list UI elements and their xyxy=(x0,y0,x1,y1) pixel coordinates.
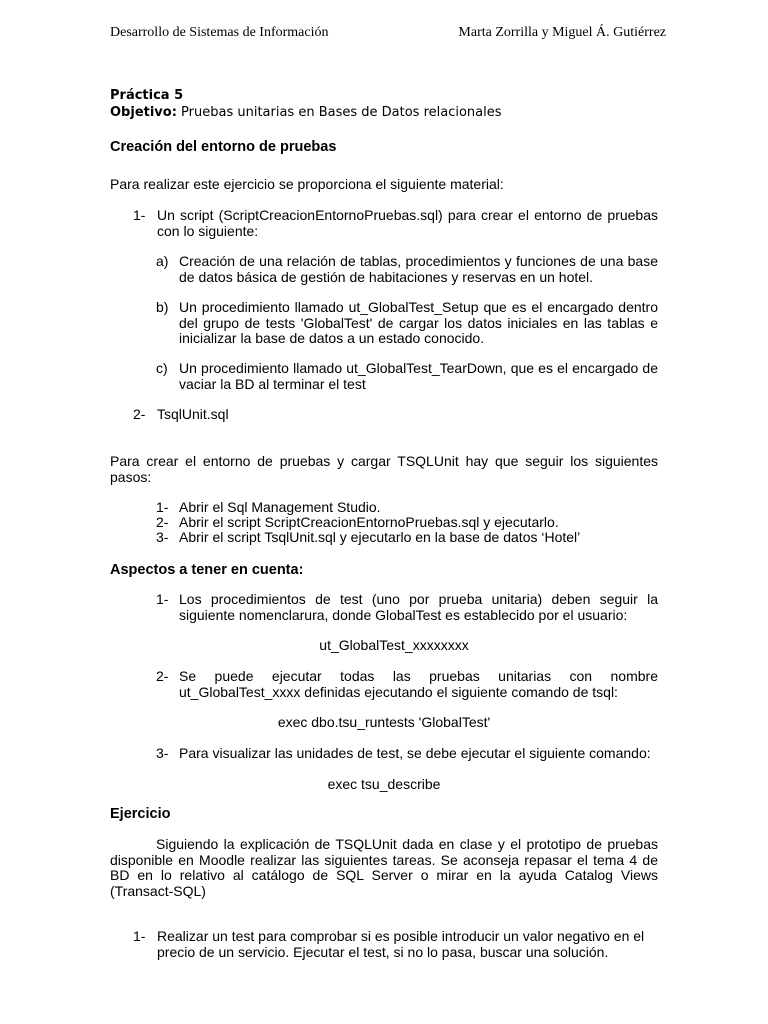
aspect-text: Se puede ejecutar todas las pruebas unitarias con nombre ut_GlobalTest_xxxx definidas ejecutando el siguiente comando de tsql: xyxy=(179,668,658,700)
step-number: 2- xyxy=(156,514,169,530)
code-line: ut_GlobalTest_xxxxxxxx xyxy=(319,637,469,653)
ejercicio-paragraph: Siguiendo la explicación de TSQLUnit dada en clase y el prototipo de pruebas disponible en Moodle realizar las siguientes tareas. Se aconseja repasar el tema 4 de BD en lo relativo al catálogo de SQL Server o mirar en la ayuda Catalog Views (Transact-SQL) xyxy=(110,836,658,899)
sublist-text: Un procedimiento llamado ut_GlobalTest_Setup que es el encargado dentro del grupo de tests 'GlobalTest' de cargar los datos iniciales en las tablas e inicializar la base de datos a un estado conocido. xyxy=(179,299,658,346)
sublist-label: c) xyxy=(156,360,168,376)
sublist-label: b) xyxy=(156,299,169,315)
section-heading-aspectos: Aspectos a tener en cuenta: xyxy=(110,562,304,578)
aspect-text: Los procedimientos de test (uno por prueba unitaria) deben seguir la siguiente nomenclarura, donde GlobalTest es establecido por el usuario: xyxy=(179,591,658,623)
exercise-text: Realizar un test para comprobar si es posible introducir un valor negativo en el precio de un servicio. Ejecutar el test, si no lo pasa, buscar una solución. xyxy=(157,928,645,960)
step-number: 3- xyxy=(156,529,169,545)
aspect-text: Para visualizar las unidades de test, se debe ejecutar el siguiente comando: xyxy=(179,745,651,761)
section-heading-ejercicio: Ejercicio xyxy=(110,806,171,822)
step-text: Abrir el script TsqlUnit.sql y ejecutarlo en la base de datos ‘Hotel’ xyxy=(179,529,581,545)
code-line: exec tsu_describe xyxy=(327,776,441,792)
list-item-text: TsqlUnit.sql xyxy=(157,406,229,422)
section-heading-entorno: Creación del entorno de pruebas xyxy=(110,139,337,155)
list-number: 2- xyxy=(133,406,146,422)
step-text: Abrir el Sql Management Studio. xyxy=(179,499,381,515)
aspect-number: 2- xyxy=(156,668,169,684)
pasos-intro-paragraph: Para crear el entorno de pruebas y cargar TSQLUnit hay que seguir los siguientes pasos: xyxy=(110,453,658,485)
aspect-number: 1- xyxy=(156,591,169,607)
sublist-text: Creación de una relación de tablas, procedimientos y funciones de una base de datos básica de gestión de habitaciones y reservas en un hotel. xyxy=(179,253,658,285)
step-number: 1- xyxy=(156,499,169,515)
list-number: 1- xyxy=(133,207,146,223)
header-right: Marta Zorrilla y Miguel Á. Gutiérrez xyxy=(458,25,666,40)
practica-title: Práctica 5 xyxy=(110,88,184,103)
step-text: Abrir el script ScriptCreacionEntornoPruebas.sql y ejecutarlo. xyxy=(179,514,559,530)
code-line: exec dbo.tsu_runtests 'GlobalTest' xyxy=(277,714,491,730)
header-left: Desarrollo de Sistemas de Información xyxy=(110,25,329,40)
exercise-number: 1- xyxy=(133,928,146,944)
objetivo-label: Objetivo: xyxy=(110,105,177,120)
list-item-text: Un script (ScriptCreacionEntornoPruebas.sql) para crear el entorno de pruebas con lo siguiente: xyxy=(157,207,658,239)
sublist-label: a) xyxy=(156,253,169,269)
intro-paragraph: Para realizar este ejercicio se proporciona el siguiente material: xyxy=(110,176,504,192)
objetivo-text: Pruebas unitarias en Bases de Datos relacionales xyxy=(176,105,502,120)
aspect-number: 3- xyxy=(156,745,169,761)
practica-objetivo xyxy=(110,105,502,120)
sublist-text: Un procedimiento llamado ut_GlobalTest_TearDown, que es el encargado de vaciar la BD al terminar el test xyxy=(179,360,658,392)
